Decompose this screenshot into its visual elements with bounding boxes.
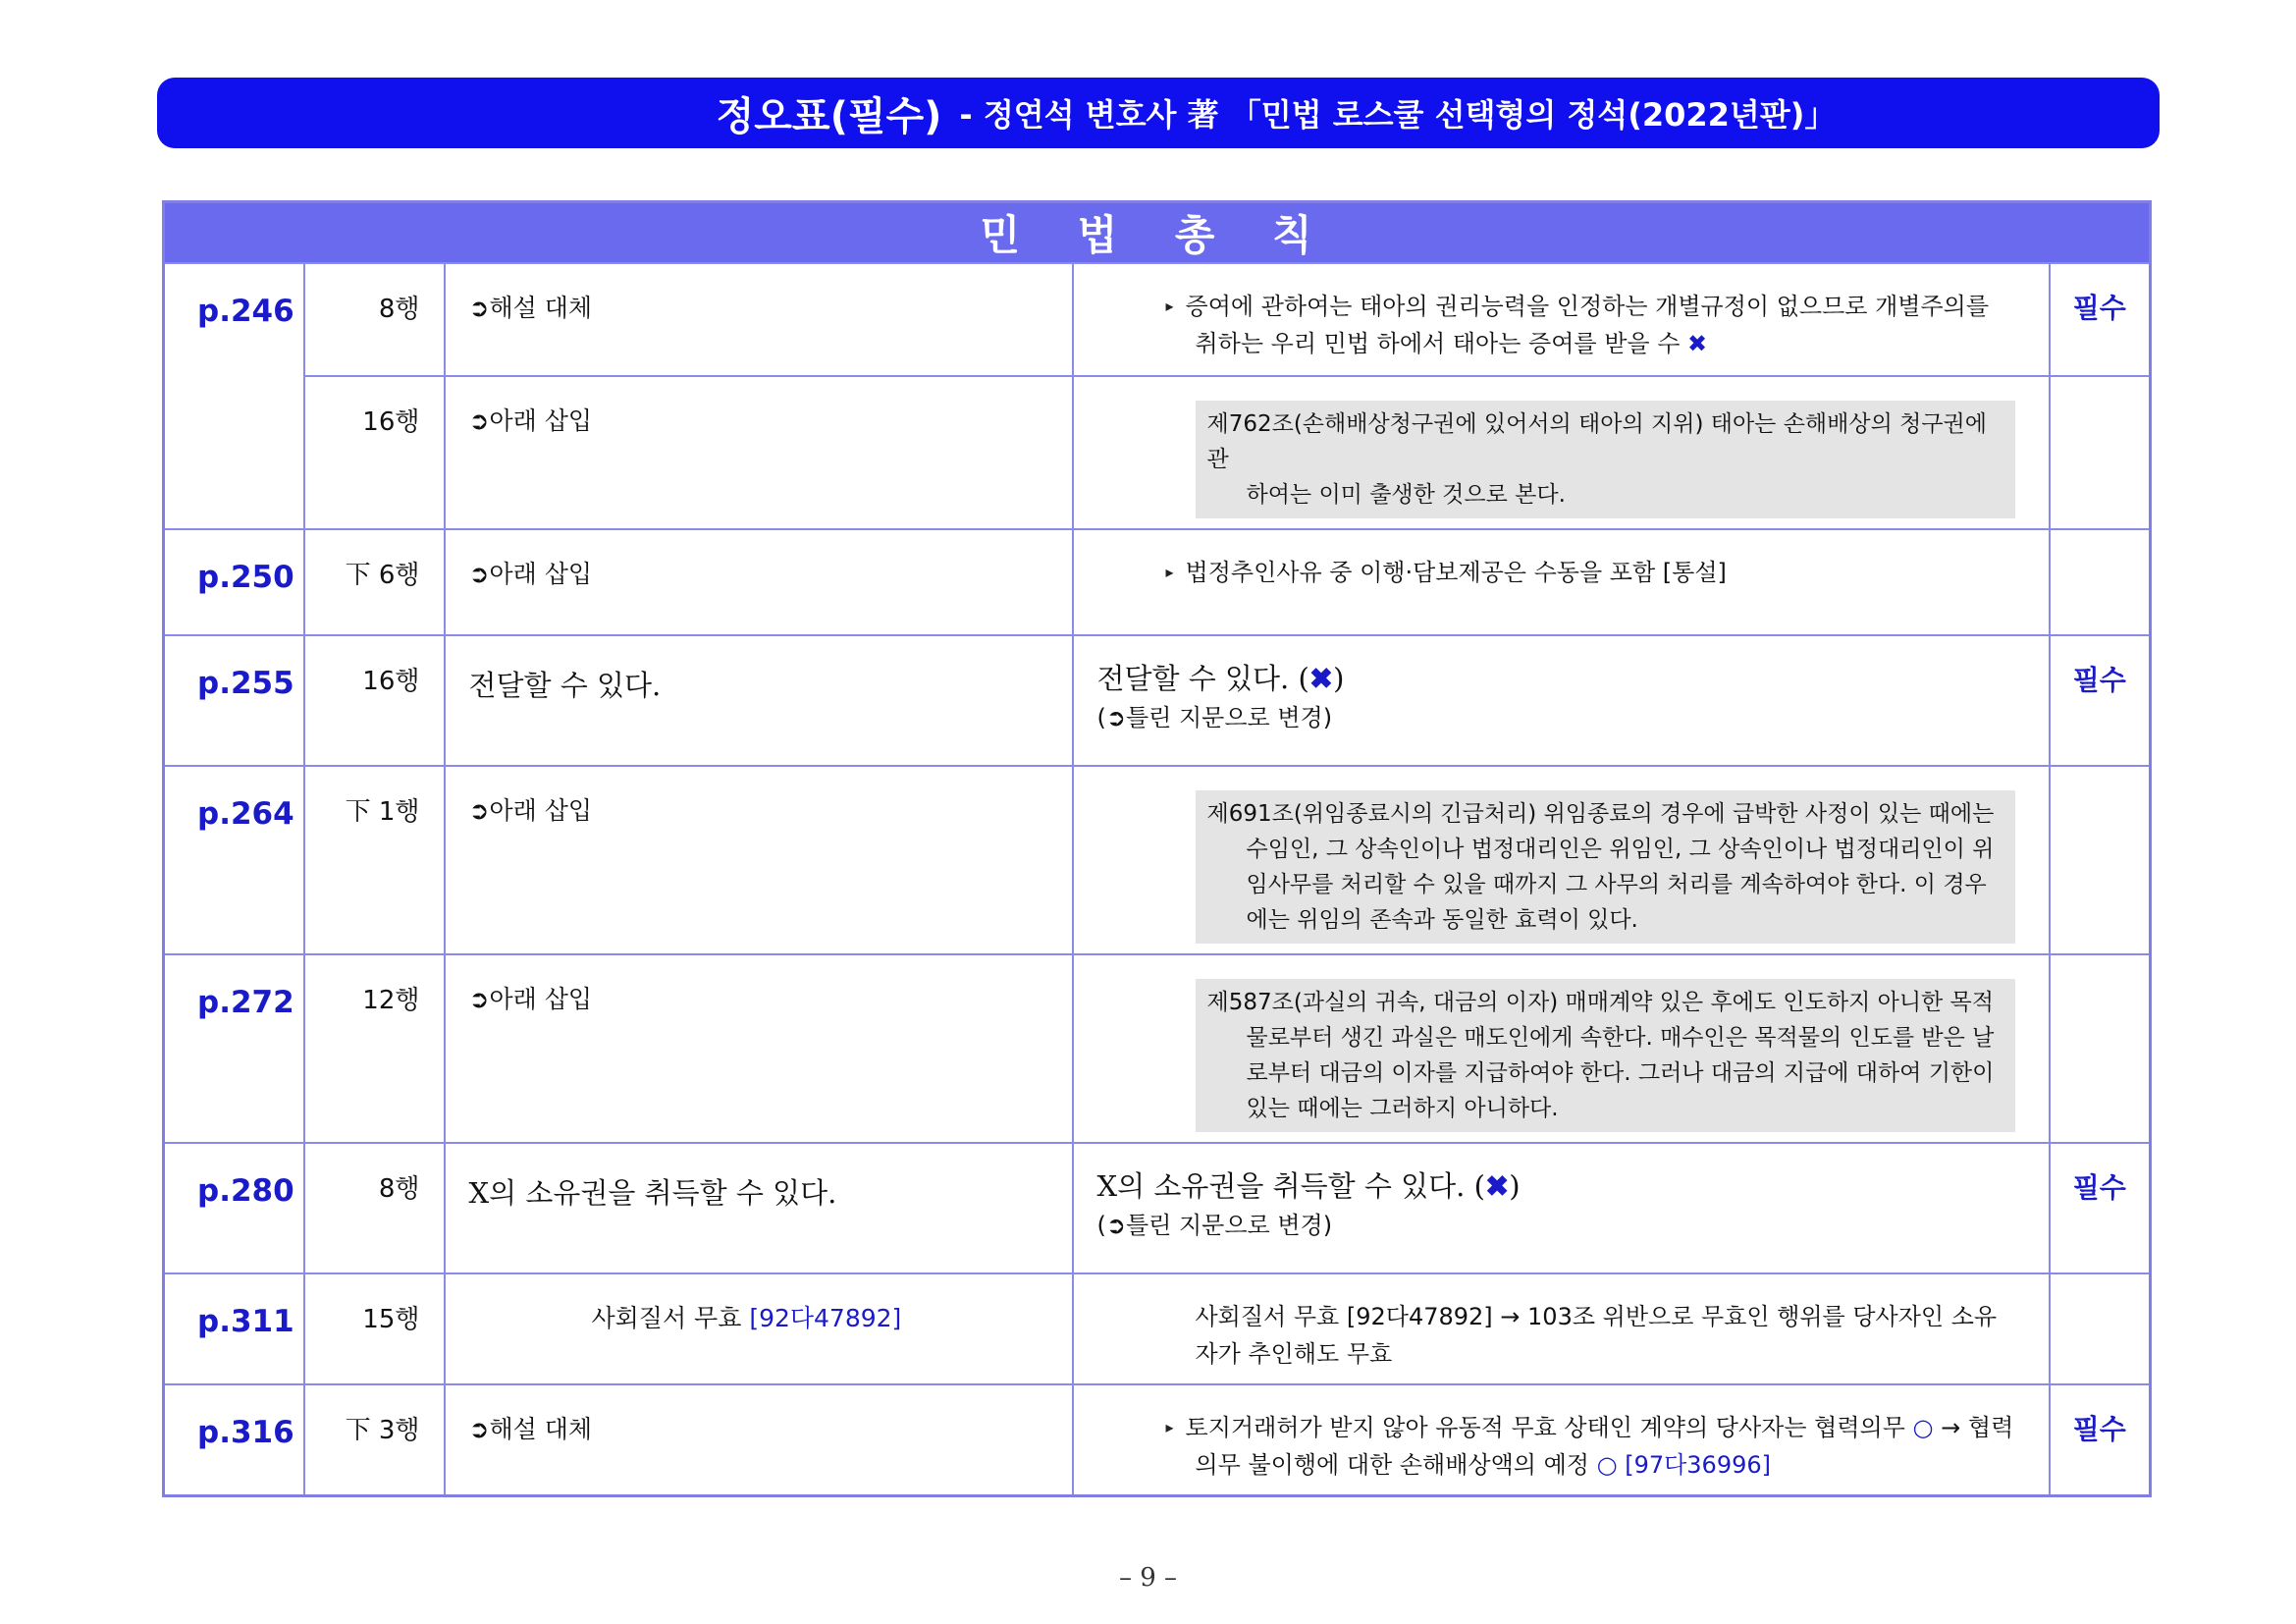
required-badge: 필수: [2050, 1143, 2151, 1273]
page-number: – 9 –: [1118, 1563, 1178, 1593]
original-cell: ➲아래 삽입: [445, 954, 1073, 1143]
page-cell: p.280: [164, 1143, 304, 1273]
change-note: (➲틀린 지문으로 변경): [1096, 704, 1333, 731]
required-badge: [2050, 766, 2151, 954]
original-cell: ➲해설 대체: [445, 1384, 1073, 1495]
original-cell: ➲해설 대체: [445, 263, 1073, 376]
statute-rest: 물로부터 생긴 과실은 매도인에게 속한다. 매수인은 목적물의 인도를 받은 날로부터 대금의 이자를 지급하여야 한다. 그러나 대금의 지급에 대하여 기한이 있는 때에는 그러하지 아니하다.: [1246, 1025, 1995, 1121]
correction-text-2: → 협력의무 불이행에 대한 손해배상액의 예정: [1195, 1414, 2014, 1479]
change-note: (➲틀린 지문으로 변경): [1096, 1212, 1333, 1239]
header-title: 정오표(필수): [716, 93, 942, 139]
case-citation: [92다47892]: [749, 1304, 902, 1332]
required-badge: 필수: [2050, 1384, 2151, 1495]
table-row: [164, 1143, 2151, 1273]
correction-cell: [1073, 1143, 2050, 1273]
correction-cell: [1073, 1384, 2050, 1495]
table-row: [164, 1384, 2151, 1495]
x-mark-icon: ✖: [1308, 662, 1334, 695]
correction-text: 전달할 수 있다. (: [1096, 662, 1309, 695]
circle-mark-icon: ○: [1912, 1414, 1934, 1441]
circle-mark-icon: ○: [1596, 1451, 1618, 1479]
table-row: [164, 376, 2151, 529]
table-row: [164, 635, 2151, 766]
table-row: [164, 954, 2151, 1143]
original-cell: 전달할 수 있다.: [445, 635, 1073, 766]
original-cell: ➲아래 삽입: [445, 529, 1073, 635]
line-cell: 16행: [304, 635, 445, 766]
correction-cell: [1073, 1273, 2050, 1384]
page-cell: p.272: [164, 954, 304, 1143]
line-cell: 12행: [304, 954, 445, 1143]
statute-box: [1196, 790, 2015, 944]
table-row: [164, 529, 2151, 635]
page-cell: p.255: [164, 635, 304, 766]
correction-cell: [1073, 635, 2050, 766]
statute-rest: 하여는 이미 출생한 것으로 본다.: [1246, 482, 1566, 508]
required-badge: 필수: [2050, 635, 2151, 766]
table-row: [164, 766, 2151, 954]
line-cell: 16행: [304, 376, 445, 529]
original-cell: X의 소유권을 취득할 수 있다.: [445, 1143, 1073, 1273]
x-mark-icon: ✖: [1687, 330, 1708, 357]
page-cell: p.316: [164, 1384, 304, 1495]
line-cell: 下 3행: [304, 1384, 445, 1495]
original-text: 사회질서 무효: [591, 1304, 742, 1332]
statute-box: [1196, 401, 2015, 518]
statute-rest: 수임인, 그 상속인이나 법정대리인은 위임인, 그 상속인이나 법정대리인이 위임사무를 처리할 수 있을 때까지 그 사무의 처리를 계속하여야 한다. 이 경우에는 위임의 존속과 동일한 효력이 있다.: [1246, 837, 1995, 933]
correction-cell: [1073, 529, 2050, 635]
correction-cell: [1073, 376, 2050, 529]
statute-head: 제587조(과실의 귀속, 대금의 이자) 매매계약 있은 후에도 인도하지 아니한 목적: [1206, 990, 1994, 1015]
page-cell: p.246: [164, 263, 304, 529]
errata-table: [162, 200, 2152, 1497]
required-badge: [2050, 376, 2151, 529]
correction-cell: [1073, 954, 2050, 1143]
line-cell: 下 6행: [304, 529, 445, 635]
original-cell: ➲아래 삽입: [445, 766, 1073, 954]
required-badge: [2050, 954, 2151, 1143]
line-cell: 下 1행: [304, 766, 445, 954]
statute-box: [1196, 979, 2015, 1132]
case-citation: [97다36996]: [1625, 1451, 1772, 1479]
paren-close: ): [1333, 662, 1345, 695]
bullet-icon: ▸: [1165, 1418, 1174, 1436]
required-badge: [2050, 529, 2151, 635]
header-banner: [157, 78, 2160, 148]
bullet-icon: ▸: [1165, 563, 1174, 581]
section-header: 민 법 총 칙: [164, 202, 2151, 264]
page-cell: p.311: [164, 1273, 304, 1384]
line-cell: 15행: [304, 1273, 445, 1384]
original-cell: [445, 1273, 1073, 1384]
page-cell: p.264: [164, 766, 304, 954]
line-cell: 8행: [304, 1143, 445, 1273]
correction-text: 증여에 관하여는 태아의 권리능력을 인정하는 개별규정이 없으므로 개별주의를 취하는 우리 민법 하에서 태아는 증여를 받을 수: [1185, 293, 1990, 357]
correction-cell: [1073, 263, 2050, 376]
required-badge: [2050, 1273, 2151, 1384]
correction-text: 법정추인사유 중 이행·담보제공은 수동을 포함 [통설]: [1185, 559, 1727, 586]
paren-close: ): [1509, 1169, 1521, 1203]
original-cell: ➲아래 삽입: [445, 376, 1073, 529]
statute-head: 제691조(위임종료시의 긴급처리) 위임종료의 경우에 급박한 사정이 있는 때에는: [1206, 801, 1995, 827]
line-cell: 8행: [304, 263, 445, 376]
bullet-icon: ▸: [1165, 297, 1174, 315]
correction-text: X의 소유권을 취득할 수 있다. (: [1096, 1169, 1485, 1203]
x-mark-icon: ✖: [1484, 1169, 1510, 1203]
statute-head: 제762조(손해배상청구권에 있어서의 태아의 지위) 태아는 손해배상의 청구권에 관: [1206, 411, 1987, 472]
required-badge: 필수: [2050, 263, 2151, 376]
correction-text: 사회질서 무효 [92다47892] → 103조 위반으로 무효인 행위를 당사자인 소유자가 추인해도 무효: [1195, 1303, 1998, 1368]
table-row: [164, 263, 2151, 376]
page-cell: p.250: [164, 529, 304, 635]
table-row: [164, 1273, 2151, 1384]
correction-cell: [1073, 766, 2050, 954]
header-subtitle: - 정연석 변호사 著 「민법 로스쿨 선택형의 정석(2022년판)」: [959, 96, 1837, 134]
correction-text: 토지거래허가 받지 않아 유동적 무효 상태인 계약의 당사자는 협력의무: [1185, 1414, 1905, 1441]
